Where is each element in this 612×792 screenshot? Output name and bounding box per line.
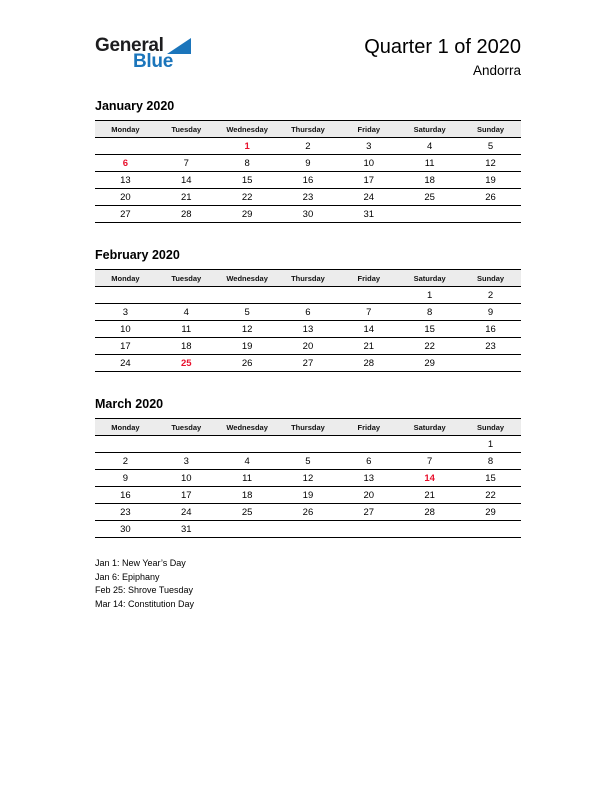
- day-cell: 27: [278, 355, 339, 372]
- empty-day-cell: [95, 287, 156, 304]
- day-cell: 31: [156, 521, 217, 538]
- weekday-header: Monday: [95, 121, 156, 138]
- day-cell: 16: [278, 172, 339, 189]
- week-row: [95, 287, 521, 304]
- day-cell: 22: [399, 338, 460, 355]
- weekday-header: Friday: [338, 270, 399, 287]
- day-cell: 21: [399, 487, 460, 504]
- day-cell: 24: [338, 189, 399, 206]
- months-container: [95, 99, 521, 538]
- day-cell: 4: [217, 453, 278, 470]
- day-cell: 21: [338, 338, 399, 355]
- day-cell: 14: [338, 321, 399, 338]
- day-cell: 22: [460, 487, 521, 504]
- empty-day-cell: [338, 287, 399, 304]
- weekday-header: Tuesday: [156, 121, 217, 138]
- day-cell: 30: [95, 521, 156, 538]
- day-cell: 26: [278, 504, 339, 521]
- day-cell: 9: [95, 470, 156, 487]
- empty-day-cell: [95, 436, 156, 453]
- empty-day-cell: [156, 287, 217, 304]
- day-cell: 31: [338, 206, 399, 223]
- day-cell: 9: [278, 155, 339, 172]
- day-cell: 2: [278, 138, 339, 155]
- day-cell: 15: [460, 470, 521, 487]
- day-cell: 20: [278, 338, 339, 355]
- day-cell: 1: [460, 436, 521, 453]
- weekday-header: Saturday: [399, 419, 460, 436]
- weekday-header: Friday: [338, 419, 399, 436]
- day-cell: 5: [460, 138, 521, 155]
- day-cell: 19: [217, 338, 278, 355]
- day-cell: 7: [156, 155, 217, 172]
- day-cell: 11: [156, 321, 217, 338]
- day-cell: 18: [399, 172, 460, 189]
- day-cell: 16: [95, 487, 156, 504]
- day-cell: 25: [399, 189, 460, 206]
- month-section: [95, 397, 521, 538]
- day-cell: 29: [399, 355, 460, 372]
- weekday-header: Thursday: [278, 419, 339, 436]
- day-cell: 22: [217, 189, 278, 206]
- day-cell: 15: [217, 172, 278, 189]
- day-cell: 30: [278, 206, 339, 223]
- week-row: [95, 504, 521, 521]
- holiday-day-cell: 25: [156, 355, 217, 372]
- empty-day-cell: [278, 436, 339, 453]
- weekday-header-row: [95, 270, 521, 287]
- holiday-day-cell: 6: [95, 155, 156, 172]
- weekday-header: Sunday: [460, 270, 521, 287]
- day-cell: 7: [338, 304, 399, 321]
- week-row: [95, 138, 521, 155]
- legend-item: Feb 25: Shrove Tuesday: [95, 585, 194, 595]
- holiday-legend: [95, 557, 521, 611]
- day-cell: 9: [460, 304, 521, 321]
- weekday-header: Monday: [95, 419, 156, 436]
- weekday-header: Thursday: [278, 121, 339, 138]
- weekday-header-row: [95, 419, 521, 436]
- legend-item: Mar 14: Constitution Day: [95, 598, 195, 609]
- day-cell: 24: [95, 355, 156, 372]
- weekday-header: Wednesday: [217, 419, 278, 436]
- empty-day-cell: [217, 521, 278, 538]
- day-cell: 3: [338, 138, 399, 155]
- day-cell: 3: [95, 304, 156, 321]
- week-row: [95, 487, 521, 504]
- weekday-header: Friday: [338, 121, 399, 138]
- day-cell: 20: [338, 487, 399, 504]
- week-row: [95, 155, 521, 172]
- day-cell: 19: [278, 487, 339, 504]
- weekday-header: Saturday: [399, 270, 460, 287]
- day-cell: 24: [156, 504, 217, 521]
- week-row: [95, 321, 521, 338]
- holiday-day-cell: 1: [217, 138, 278, 155]
- weekday-header: Wednesday: [217, 270, 278, 287]
- day-cell: 12: [460, 155, 521, 172]
- day-cell: 28: [156, 206, 217, 223]
- week-row: [95, 172, 521, 189]
- day-cell: 23: [460, 338, 521, 355]
- weekday-header: Thursday: [278, 270, 339, 287]
- day-cell: 4: [399, 138, 460, 155]
- empty-day-cell: [399, 206, 460, 223]
- weekday-header: Sunday: [460, 121, 521, 138]
- day-cell: 26: [460, 189, 521, 206]
- day-cell: 23: [278, 189, 339, 206]
- week-row: [95, 521, 521, 538]
- empty-day-cell: [156, 436, 217, 453]
- empty-day-cell: [460, 521, 521, 538]
- logo-text-blue: Blue: [133, 51, 173, 72]
- week-row: [95, 338, 521, 355]
- day-cell: 17: [95, 338, 156, 355]
- day-cell: 29: [217, 206, 278, 223]
- legend-item: Jan 6: Epiphany: [95, 571, 160, 582]
- day-cell: 28: [338, 355, 399, 372]
- weekday-header-row: [95, 121, 521, 138]
- week-row: [95, 355, 521, 372]
- day-cell: 17: [156, 487, 217, 504]
- day-cell: 10: [338, 155, 399, 172]
- day-cell: 1: [399, 287, 460, 304]
- day-cell: 8: [399, 304, 460, 321]
- empty-day-cell: [156, 138, 217, 155]
- day-cell: 2: [460, 287, 521, 304]
- calendar-table: [95, 269, 521, 372]
- month-title: January 2020: [95, 99, 175, 113]
- day-cell: 27: [338, 504, 399, 521]
- holiday-day-cell: 14: [399, 470, 460, 487]
- empty-day-cell: [460, 355, 521, 372]
- week-row: [95, 189, 521, 206]
- empty-day-cell: [217, 287, 278, 304]
- content-area: [95, 0, 521, 611]
- day-cell: 5: [217, 304, 278, 321]
- weekday-header: Monday: [95, 270, 156, 287]
- day-cell: 27: [95, 206, 156, 223]
- day-cell: 18: [217, 487, 278, 504]
- day-cell: 25: [217, 504, 278, 521]
- calendar-table: [95, 418, 521, 538]
- day-cell: 13: [95, 172, 156, 189]
- empty-day-cell: [278, 287, 339, 304]
- general-blue-logo: [95, 36, 191, 71]
- day-cell: 15: [399, 321, 460, 338]
- day-cell: 19: [460, 172, 521, 189]
- title-block: [364, 36, 521, 78]
- empty-day-cell: [95, 138, 156, 155]
- day-cell: 21: [156, 189, 217, 206]
- day-cell: 12: [278, 470, 339, 487]
- month-title: March 2020: [95, 397, 164, 411]
- day-cell: 23: [95, 504, 156, 521]
- day-cell: 16: [460, 321, 521, 338]
- empty-day-cell: [460, 206, 521, 223]
- logo-text-general: General: [95, 35, 164, 56]
- weekday-header: Saturday: [399, 121, 460, 138]
- empty-day-cell: [399, 521, 460, 538]
- day-cell: 20: [95, 189, 156, 206]
- day-cell: 6: [338, 453, 399, 470]
- day-cell: 29: [460, 504, 521, 521]
- day-cell: 13: [278, 321, 339, 338]
- weekday-header: Tuesday: [156, 419, 217, 436]
- page-title: Quarter 1 of 2020: [364, 36, 521, 58]
- day-cell: 26: [217, 355, 278, 372]
- day-cell: 3: [156, 453, 217, 470]
- empty-day-cell: [278, 521, 339, 538]
- month-title: February 2020: [95, 248, 180, 262]
- weekday-header: Sunday: [460, 419, 521, 436]
- week-row: [95, 436, 521, 453]
- day-cell: 12: [217, 321, 278, 338]
- month-section: [95, 248, 521, 372]
- day-cell: 13: [338, 470, 399, 487]
- day-cell: 8: [460, 453, 521, 470]
- day-cell: 11: [217, 470, 278, 487]
- day-cell: 10: [95, 321, 156, 338]
- legend-item: Jan 1: New Year’s Day: [95, 558, 186, 568]
- empty-day-cell: [399, 436, 460, 453]
- day-cell: 8: [217, 155, 278, 172]
- day-cell: 7: [399, 453, 460, 470]
- calendar-table: [95, 120, 521, 223]
- day-cell: 10: [156, 470, 217, 487]
- day-cell: 18: [156, 338, 217, 355]
- day-cell: 2: [95, 453, 156, 470]
- empty-day-cell: [338, 436, 399, 453]
- day-cell: 6: [278, 304, 339, 321]
- day-cell: 4: [156, 304, 217, 321]
- day-cell: 28: [399, 504, 460, 521]
- day-cell: 11: [399, 155, 460, 172]
- week-row: [95, 206, 521, 223]
- week-row: [95, 470, 521, 487]
- empty-day-cell: [338, 521, 399, 538]
- week-row: [95, 304, 521, 321]
- page-header: [95, 0, 521, 78]
- weekday-header: Tuesday: [156, 270, 217, 287]
- empty-day-cell: [217, 436, 278, 453]
- month-section: [95, 99, 521, 223]
- day-cell: 17: [338, 172, 399, 189]
- day-cell: 5: [278, 453, 339, 470]
- page-subtitle: Andorra: [472, 63, 521, 78]
- day-cell: 14: [156, 172, 217, 189]
- week-row: [95, 453, 521, 470]
- weekday-header: Wednesday: [217, 121, 278, 138]
